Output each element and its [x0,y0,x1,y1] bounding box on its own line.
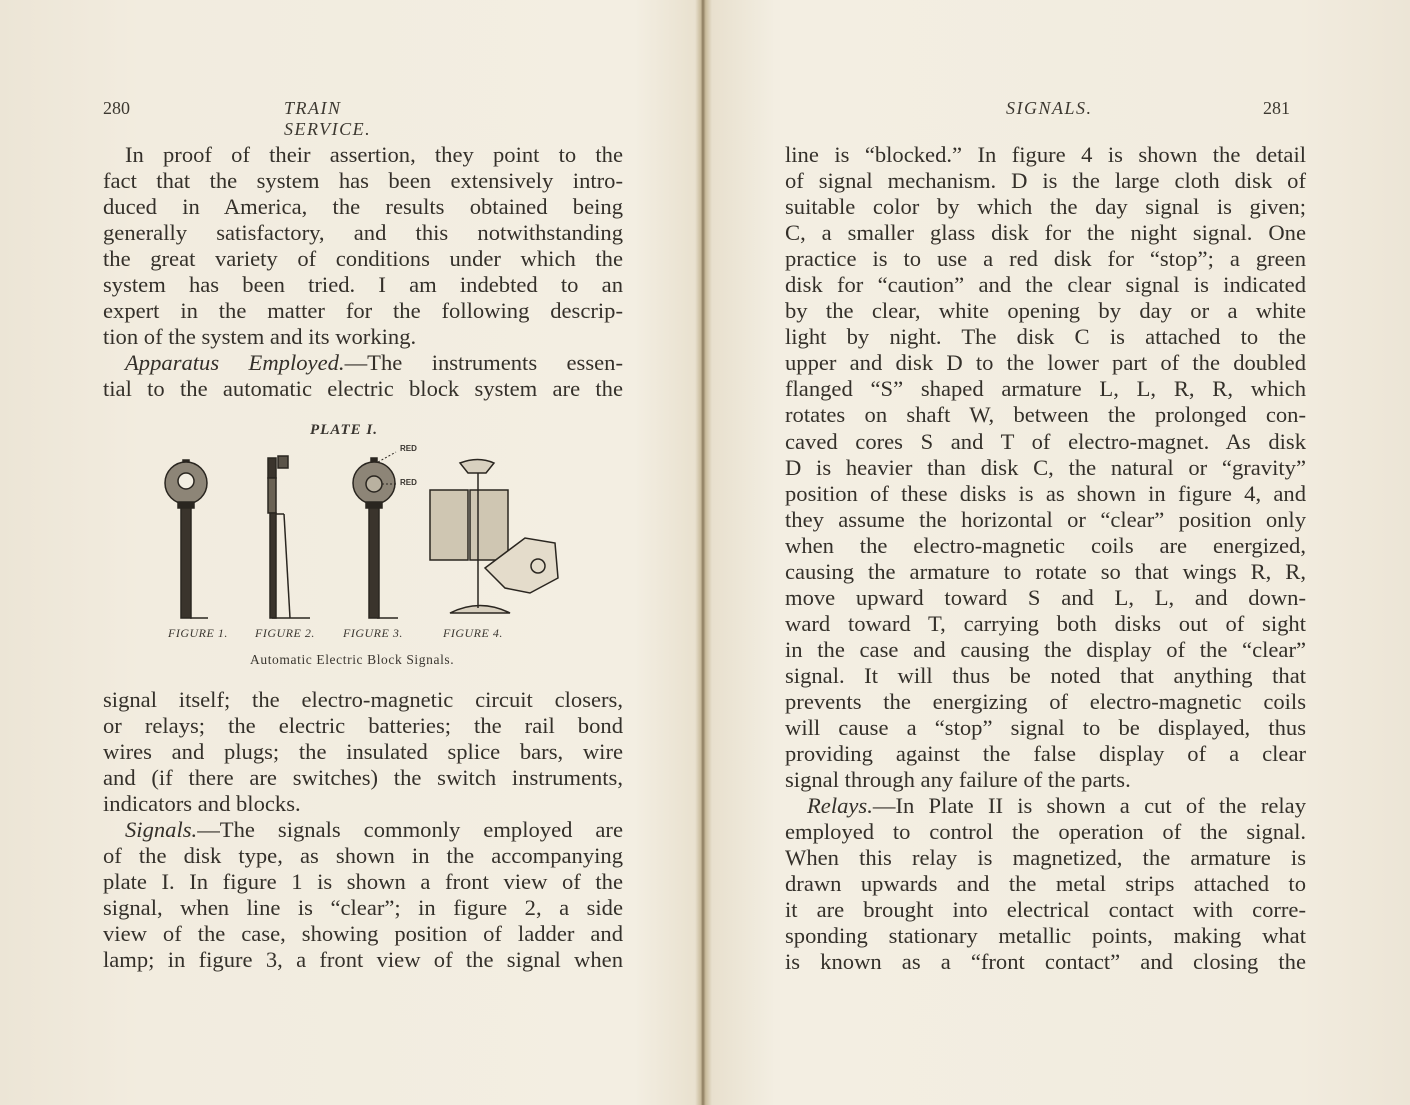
text-line: is known as a “front contact” and closing the [785,949,1306,975]
text-line: move upward toward S and L, L, and down- [785,584,1306,610]
text-line: drawn upwards and the metal strips attached to [785,871,1306,897]
left-page [0,0,700,1105]
text-line: of the disk type, as shown in the accompanying [103,843,623,869]
text-line: lamp; in figure 3, a front view of the signal when [103,947,623,973]
text-line: sponding stationary metallic points, making what [785,923,1306,949]
text-line: light by night. The disk C is attached to the [785,324,1306,350]
text-line: expert in the matter for the following descrip- [103,298,623,324]
running-title-right: SIGNALS. [1006,98,1093,118]
left-text-block-1 [103,142,623,402]
plate-title: PLATE I. [310,422,379,438]
text-line: prevents the energizing of electro-magnetic coils [785,688,1306,714]
figure-3-label: FIGURE 3. [343,626,403,640]
text-line: by the clear, white opening by day or a white [785,298,1306,324]
figure-4-mechanism-icon [430,460,558,614]
text-line: in the case and causing the display of the “clear” [785,636,1306,662]
figure-3-signal-icon [353,452,398,618]
text-line: signal. It will thus be noted that anything that [785,662,1306,688]
figure-1-label: FIGURE 1. [168,626,228,640]
right-page [710,0,1410,1105]
text-run: —In Plate II is shown a cut of the relay [872,793,1306,819]
text-line: suitable color by which the day signal is given; [785,194,1306,220]
text-line: When this relay is magnetized, the armature is [785,845,1306,871]
plate-caption: Automatic Electric Block Signals. [250,652,455,667]
text-line: indicators and blocks. [103,791,301,817]
section-heading-signals: Signals. [125,817,198,843]
text-line: it are brought into electrical contact with corre- [785,897,1306,923]
right-text-block [785,142,1306,976]
text-line: signal, when line is “clear”; in figure 2, a side [103,895,623,921]
text-line: ward toward T, carrying both disks out of sight [785,610,1306,636]
text-line: they assume the horizontal or “clear” position only [785,506,1306,532]
text-run: —The signals commonly employed are [197,817,623,843]
text-line: the great variety of conditions under which the [103,246,623,272]
section-heading-apparatus: Apparatus Employed. [125,350,345,376]
text-line: signal itself; the electro-magnetic circuit closers, [103,687,623,712]
text-line: system has been tried. I am indebted to an [103,272,623,298]
text-line: wires and plugs; the insulated splice bars, wire [103,739,623,765]
figure-1-signal-icon [165,460,208,618]
page-number-right: 281 [1263,98,1290,118]
text-run: —The instruments essen- [344,350,623,376]
text-line: signal through any failure of the parts. [785,767,1131,793]
figure-2-label: FIGURE 2. [255,626,315,640]
left-text-block-2 [103,687,623,974]
paragraph-apparatus [103,350,623,376]
paragraph-signals [103,817,623,843]
text-line: tial to the automatic electric block system are the [103,376,623,402]
page-number-left: 280 [103,98,130,118]
section-heading-relays: Relays. [807,793,873,819]
text-line: employed to control the operation of the signal. [785,819,1306,845]
text-line: fact that the system has been extensively intro- [103,168,623,194]
text-line: plate I. In figure 1 is shown a front view of the [103,869,623,895]
text-line: upper and disk D to the lower part of the doubled [785,350,1306,376]
callout-red-center: RED [400,478,417,487]
text-line: D is heavier than disk C, the natural or “gravity” [785,454,1306,480]
text-line: duced in America, the results obtained being [103,194,623,220]
signal-illustration [160,418,580,623]
text-line: practice is to use a red disk for “stop”; a green [785,246,1306,272]
text-line: position of these disks is as shown in figure 4, and [785,480,1306,506]
text-line: or relays; the electric batteries; the rail bond [103,713,623,739]
text-line: and (if there are switches) the switch instruments, [103,765,623,791]
text-line: will cause a “stop” signal to be displayed, thus [785,715,1306,741]
text-line: C, a smaller glass disk for the night signal. One [785,220,1306,246]
text-line: disk for “caution” and the clear signal is indicated [785,272,1306,298]
text-line: In proof of their assertion, they point to the [125,142,623,167]
text-line: causing the armature to rotate so that wings R, R, [785,558,1306,584]
text-line: tion of the system and its working. [103,324,417,350]
text-line: line is “blocked.” In figure 4 is shown the detail [785,142,1306,167]
plate-figure [160,418,580,673]
text-line: flanged “S” shaped armature L, L, R, R, which [785,376,1306,402]
figure-2-signal-icon [268,456,310,618]
text-line: rotates on shaft W, between the prolonged con- [785,402,1306,428]
text-line: providing against the false display of a clear [785,741,1306,767]
running-title-left: TRAIN SERVICE. [284,98,372,139]
text-line: when the electro-magnetic coils are energized, [785,532,1306,558]
text-line: caved cores S and T of electro-magnet. As disk [785,428,1306,454]
text-line: of signal mechanism. D is the large cloth disk of [785,168,1306,194]
paragraph-relays [785,793,1306,819]
callout-red-top: RED [400,444,417,453]
text-line: generally satisfactory, and this notwithstanding [103,220,623,246]
text-line: view of the case, showing position of ladder and [103,921,623,947]
figure-4-label: FIGURE 4. [443,626,503,640]
